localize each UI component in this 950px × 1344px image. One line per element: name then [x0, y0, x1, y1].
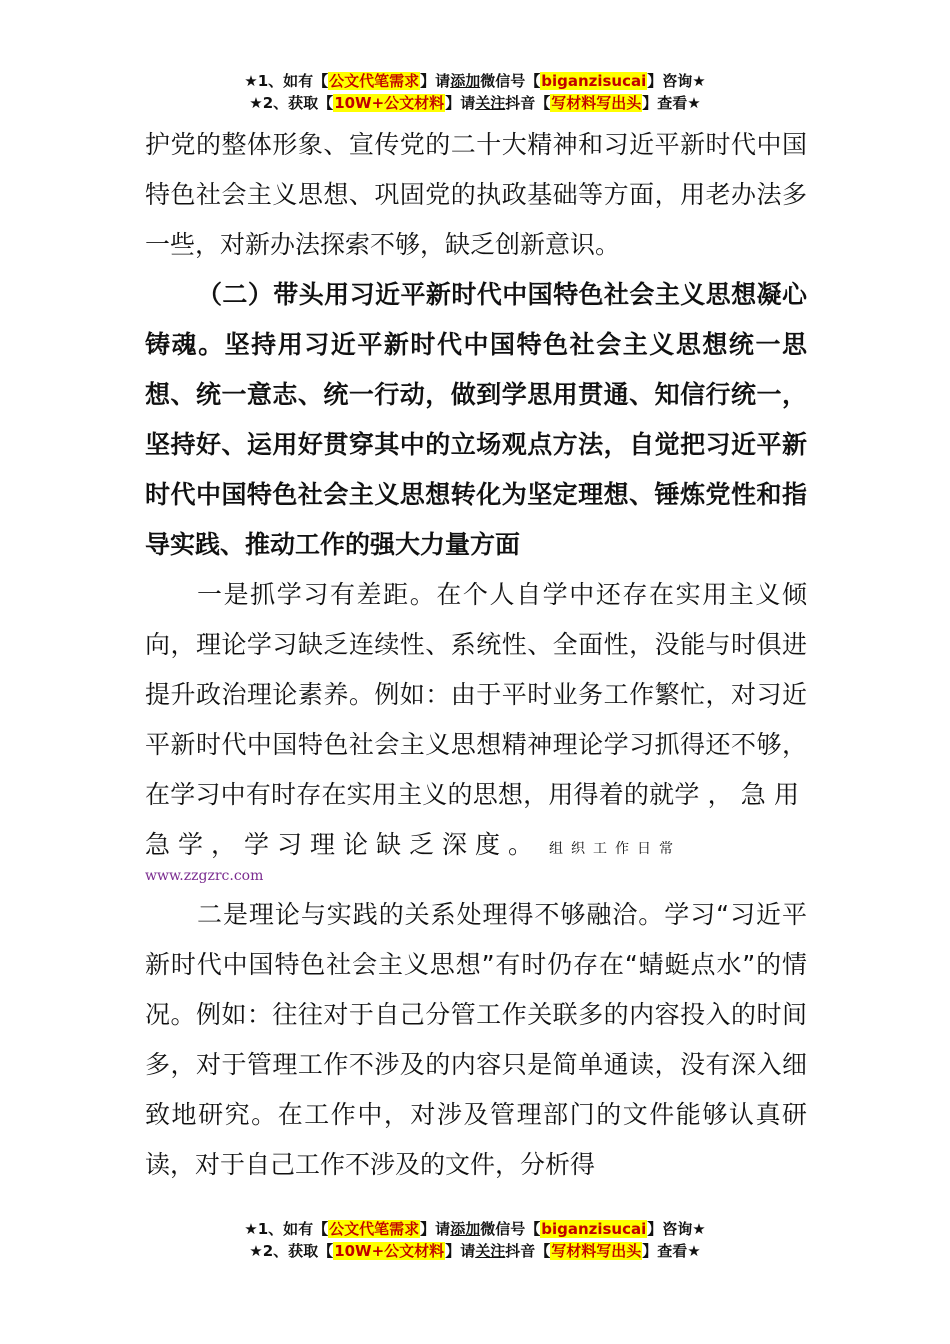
banner-highlight-materials: 10W+公文材料 [334, 94, 445, 112]
banner-text: ★2、获取【 [249, 94, 334, 112]
banner-underlined-text: 关注 [475, 94, 506, 112]
banner-text: 抖音【 [505, 1242, 551, 1260]
banner-line-2 [0, 92, 950, 114]
banner-text: ★1、如有【 [244, 1220, 329, 1238]
banner-highlight-materials: 10W+公文材料 [334, 1242, 445, 1260]
banner-text: 】咨询★ [647, 72, 706, 90]
document-body [145, 120, 807, 1190]
banner-text: 】查看★ [642, 94, 701, 112]
top-banner [0, 70, 950, 114]
banner-text: 】请 [445, 94, 476, 112]
banner-highlight-wechat-id: biganzisucai [541, 72, 647, 90]
paragraph-study-gap [145, 570, 807, 874]
banner-text: ★2、获取【 [249, 1242, 334, 1260]
banner-underlined-text: 关注 [475, 1242, 506, 1260]
paragraph-text: 一是抓学习有差距。在个人自学中还存在实用主义倾向，理论学习缺乏连续性、系统性、全面性，没能与时俱进提升政治理论素养。例如：由于平时业务工作繁忙，对习近平新时代中国特色社会主义思想精神理论学习抓得还不够，在学习中有时存在实用主义的思想，用得着的就 [145, 580, 807, 809]
banner-highlight-douyin: 写材料写出头 [551, 1242, 642, 1260]
banner-highlight-douyin: 写材料写出头 [551, 94, 642, 112]
banner-highlight-writing-service: 公文代笔需求 [329, 1220, 420, 1238]
banner-text: 】咨询★ [647, 1220, 706, 1238]
banner-text: 抖音【 [505, 94, 551, 112]
banner-text: ★1、如有【 [244, 72, 329, 90]
bottom-banner [0, 1218, 950, 1262]
banner-underlined-text: 添加 [450, 1220, 481, 1238]
banner-underlined-text: 添加 [450, 72, 481, 90]
source-link[interactable]: www.zzgzrc.com [145, 868, 264, 884]
paragraph-theory-practice: 二是理论与实践的关系处理得不够融洽。学习“习近平新时代中国特色社会主义思想”有时仍存在“蜻蜓点水”的情况。例如：往往对于自己分管工作关联多的内容投入的时间多，对于管理工作不涉及的内容只是简单通读，没有深入细致地研究。在工作中，对涉及管理部门的文件能够认真研读，对于自己工作不涉及的文件，分析得 [145, 900, 807, 1179]
banner-text: 】请 [445, 1242, 476, 1260]
paragraph-continued: 护党的整体形象、宣传党的二十大精神和习近平新时代中国特色社会主义思想、巩固党的执政基础等方面，用老办法多一些，对新办法探索不够，缺乏创新意识。 [145, 130, 807, 259]
banner-text: 微信号【 [480, 72, 541, 90]
banner-text: 】查看★ [642, 1242, 701, 1260]
section-heading: （二）带头用习近平新时代中国特色社会主义思想凝心铸魂。坚持用习近平新时代中国特色社会主义思想统一思想、统一意志、统一行动，做到学思用贯通、知信行统一，坚持好、运用好贯穿其中的立场观点方法，自觉把习近平新时代中国特色社会主义思想转化为坚定理想、锤炼党性和指导实践、推动工作的强大力量方面 [145, 280, 807, 559]
banner-text: 】请 [420, 72, 451, 90]
banner-text: 微信号【 [480, 1220, 541, 1238]
banner-text: 】请 [420, 1220, 451, 1238]
source-label: 组织工作日常 [548, 841, 681, 857]
banner-line-2 [0, 1240, 950, 1262]
banner-line-1 [0, 70, 950, 92]
paragraph-text-spaced: 学，急用急学，学习理论缺乏深度。 [145, 780, 807, 859]
banner-line-1 [0, 1218, 950, 1240]
banner-highlight-writing-service: 公文代笔需求 [329, 72, 420, 90]
banner-highlight-wechat-id: biganzisucai [541, 1220, 647, 1238]
